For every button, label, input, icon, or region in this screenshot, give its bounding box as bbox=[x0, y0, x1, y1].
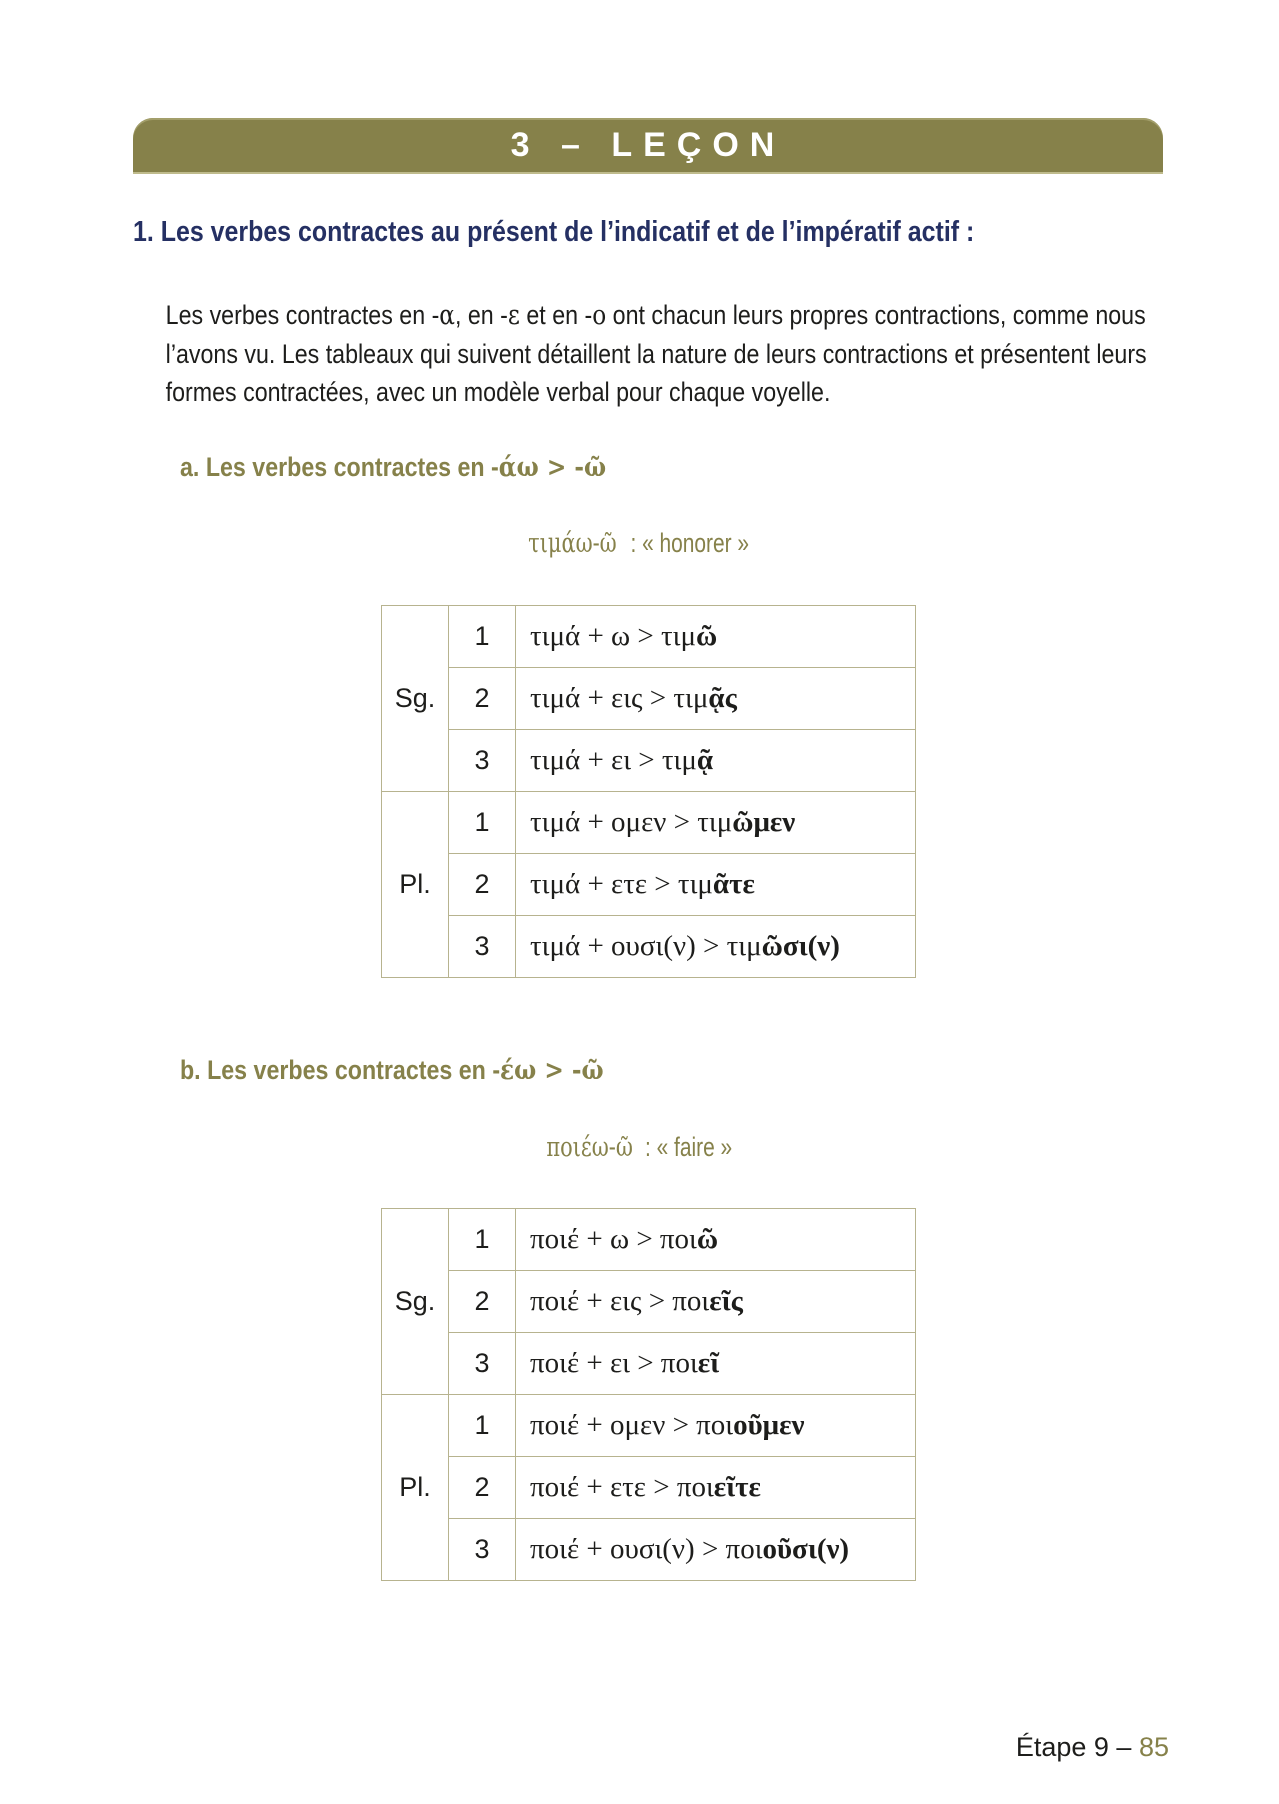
contraction-form bbox=[516, 668, 916, 730]
form-ending: οῦμεν bbox=[733, 1409, 805, 1441]
number-label: Pl. bbox=[382, 792, 449, 978]
form-ending: ῶ bbox=[696, 620, 718, 652]
intro-paragraph: Les verbes contractes en -α, en -ε et en -ο ont chacun leurs propres contractions, comme nous l’avons vu. Les tableaux qui suivent détaillent la nature de leurs contractions et présentent leurs formes contractées, avec un modèle verbal pour chaque voyelle. bbox=[165, 300, 1147, 407]
person-number: 1 bbox=[449, 606, 516, 668]
contraction-form bbox=[516, 730, 916, 792]
form-base: ποιέ + ουσι(ν) > ποι bbox=[530, 1533, 763, 1565]
contraction-form bbox=[516, 916, 916, 978]
contraction-form bbox=[516, 606, 916, 668]
person-number: 1 bbox=[449, 1209, 516, 1271]
person-number: 3 bbox=[449, 1333, 516, 1395]
conjugation-table-b bbox=[381, 1208, 916, 1581]
person-number: 2 bbox=[449, 668, 516, 730]
form-base: ποιέ + ω > ποι bbox=[530, 1223, 697, 1255]
form-base: ποιέ + εις > ποι bbox=[530, 1285, 710, 1317]
contraction-form bbox=[516, 1209, 916, 1271]
contraction-form bbox=[516, 1333, 916, 1395]
person-number: 3 bbox=[449, 1519, 516, 1581]
form-ending: ῶμεν bbox=[732, 806, 796, 838]
page-footer bbox=[1016, 1732, 1169, 1763]
contraction-form bbox=[516, 1271, 916, 1333]
table-row bbox=[382, 1271, 916, 1333]
table-row bbox=[382, 916, 916, 978]
table-row bbox=[382, 668, 916, 730]
form-base: τιμά + εις > τιμ bbox=[530, 682, 709, 714]
form-ending: εῖ bbox=[697, 1347, 720, 1379]
form-ending: εῖτε bbox=[713, 1471, 761, 1503]
table-row bbox=[382, 1333, 916, 1395]
footer-label: Étape 9 – bbox=[1015, 1732, 1139, 1762]
form-base: τιμά + ει > τιμ bbox=[530, 744, 697, 776]
form-ending: ᾷ bbox=[696, 744, 714, 776]
form-base: ποιέ + ετε > ποι bbox=[530, 1471, 714, 1503]
contraction-form bbox=[516, 792, 916, 854]
form-base: τιμά + ομεν > τιμ bbox=[530, 806, 733, 838]
form-base: τιμά + ουσι(ν) > τιμ bbox=[530, 930, 762, 962]
number-label: Pl. bbox=[382, 1395, 449, 1581]
form-base: τιμά + ετε > τιμ bbox=[530, 868, 713, 900]
person-number: 1 bbox=[449, 792, 516, 854]
page-number: 85 bbox=[1138, 1732, 1169, 1762]
table-row bbox=[382, 792, 916, 854]
table-row bbox=[382, 1457, 916, 1519]
number-label: Sg. bbox=[382, 606, 449, 792]
table-row bbox=[382, 1395, 916, 1457]
number-label: Sg. bbox=[382, 1209, 449, 1395]
contraction-form bbox=[516, 1395, 916, 1457]
table-row bbox=[382, 1519, 916, 1581]
contraction-form bbox=[516, 854, 916, 916]
form-ending: εῖς bbox=[709, 1285, 743, 1317]
conjugation-table-a bbox=[381, 605, 916, 978]
form-base: ποιέ + ει > ποι bbox=[530, 1347, 698, 1379]
table-row bbox=[382, 730, 916, 792]
person-number: 2 bbox=[449, 854, 516, 916]
model-verb-b: ποιέω-ῶ: « faire » bbox=[546, 1132, 733, 1163]
contraction-form bbox=[516, 1519, 916, 1581]
form-base: τιμά + ω > τιμ bbox=[530, 620, 696, 652]
form-ending: ᾶτε bbox=[712, 868, 755, 900]
person-number: 2 bbox=[449, 1271, 516, 1333]
form-ending: ᾷς bbox=[708, 682, 737, 714]
form-ending: ῶσι(ν) bbox=[761, 930, 840, 962]
table-row bbox=[382, 854, 916, 916]
banner-title: 3 – LEÇON bbox=[510, 125, 786, 164]
contraction-form bbox=[516, 1457, 916, 1519]
person-number: 2 bbox=[449, 1457, 516, 1519]
person-number: 3 bbox=[449, 916, 516, 978]
form-ending: ῶ bbox=[696, 1223, 719, 1255]
model-verb-a: τιμάω-ῶ: « honorer » bbox=[527, 528, 750, 559]
subsection-a-title: a. Les verbes contractes en -άω > -ῶ bbox=[180, 452, 607, 483]
lesson-banner bbox=[133, 118, 1163, 172]
person-number: 3 bbox=[449, 730, 516, 792]
person-number: 1 bbox=[449, 1395, 516, 1457]
form-base: ποιέ + ομεν > ποι bbox=[530, 1409, 734, 1441]
table-row bbox=[382, 1209, 916, 1271]
form-ending: οῦσι(ν) bbox=[762, 1533, 850, 1565]
table-row bbox=[382, 606, 916, 668]
section-heading: 1. Les verbes contractes au présent de l’indicatif et de l’impératif actif : bbox=[133, 216, 975, 248]
subsection-b-title: b. Les verbes contractes en -έω > -ῶ bbox=[180, 1055, 604, 1086]
